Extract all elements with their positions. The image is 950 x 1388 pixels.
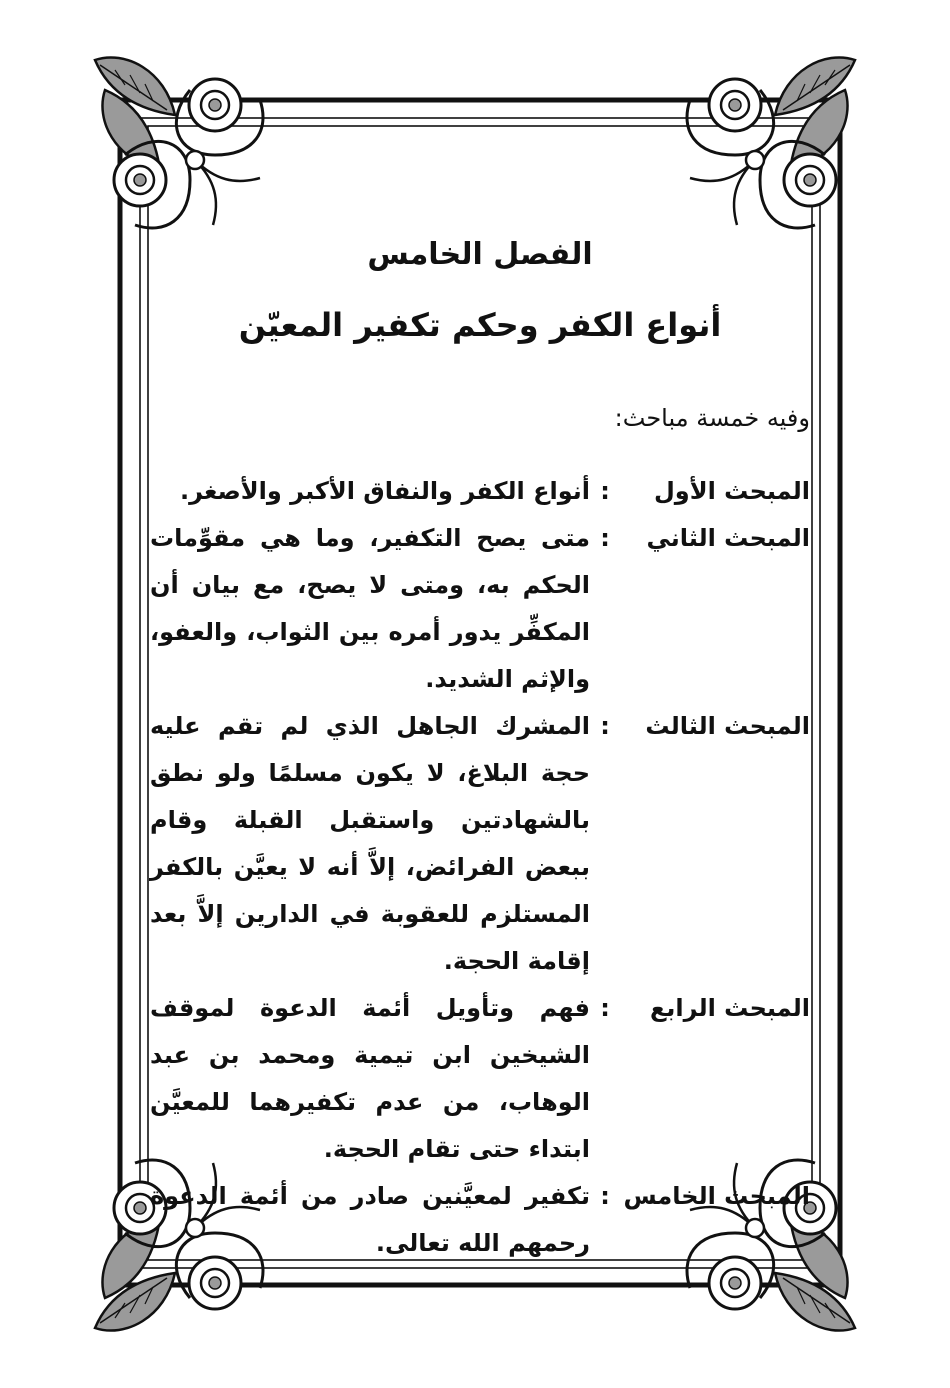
section-separator: : (600, 994, 610, 1022)
section-description: أنواع الكفر والنفاق الأكبر والأصغر. (179, 477, 590, 505)
section-separator: : (600, 1182, 610, 1210)
top-right-corner-ornament (687, 57, 855, 228)
section-description: متى يصح التكفير، وما هي مقوِّمات الحكم به، ومتى لا يصح، مع بيان أن المكفِّر يدور أمره بين الثواب، والعفو، والإثم الشديد. (150, 524, 590, 693)
section-description: المشرك الجاهل الذي لم تقم عليه حجة البلاغ، لا يكون مسلمًا ولو نطق بالشهادتين واستقبل القبلة وقام ببعض الفرائض، إلاَّ أنه لا يعيَّن بالكفر المستلزم للعقوبة في الدارين إلاَّ بعد إقامة الحجة. (150, 712, 590, 975)
section-name: المبحث الخامس (623, 1182, 810, 1210)
chapter-title: الفصل الخامس (367, 237, 593, 272)
sections-list (150, 468, 810, 1267)
section-description: تكفير لمعيَّنين صادر من أئمة الدعوة رحمهم الله تعالى. (150, 1182, 590, 1257)
section-item-1 (150, 468, 810, 515)
section-item-4 (150, 985, 810, 1173)
section-description: فهم وتأويل أئمة الدعوة لموقف الشيخين ابن تيمية ومحمد بن عبد الوهاب، من عدم تكفيرهما للمعيَّن ابتداء حتى تقام الحجة. (150, 994, 590, 1163)
section-separator: : (600, 524, 610, 552)
chapter-subtitle: أنواع الكفر وحكم تكفير المعيّن (238, 306, 722, 344)
chapter-intro: وفيه خمسة مباحث: (614, 404, 810, 432)
section-item-2 (150, 515, 810, 703)
section-name: المبحث الرابع (650, 994, 810, 1022)
section-name: المبحث الثالث (645, 712, 810, 740)
section-separator: : (600, 712, 610, 740)
page-content (150, 225, 810, 1267)
section-item-5 (150, 1173, 810, 1267)
section-name: المبحث الأول (653, 477, 810, 505)
section-item-3 (150, 703, 810, 985)
section-name: المبحث الثاني (646, 524, 810, 552)
section-separator: : (600, 477, 610, 505)
